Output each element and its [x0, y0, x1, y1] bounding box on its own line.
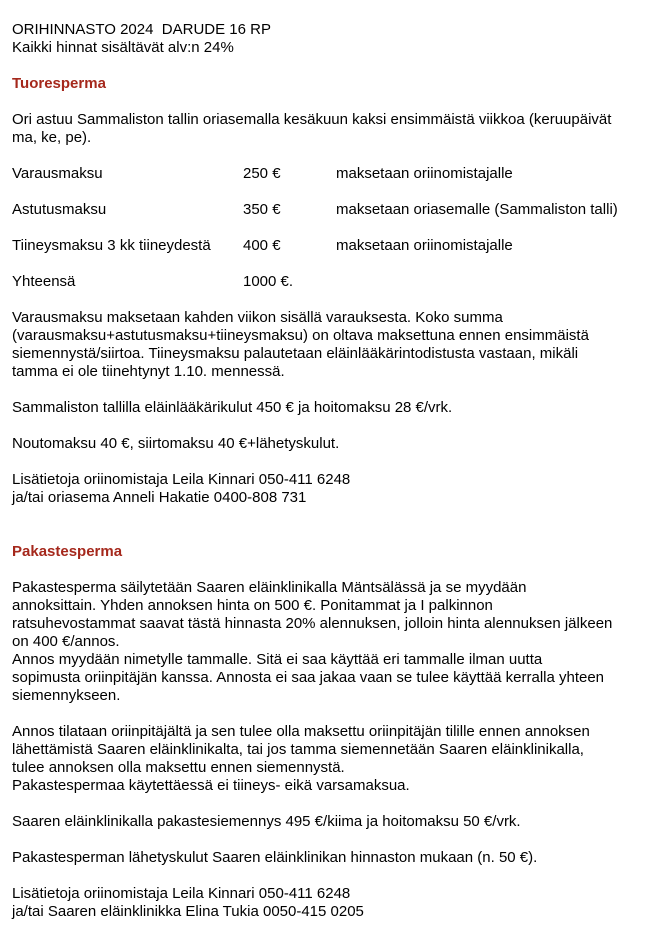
ordering-line: Annos tilataan oriinpitäjältä ja sen tulee olla maksettu oriinpitäjän tilille ennen annoksen	[12, 723, 590, 740]
contact-line: Lisätietoja oriinomistaja Leila Kinnari 050-411 6248	[12, 471, 351, 488]
fresh-vet-costs	[12, 399, 638, 417]
fresh-intro-line: Ori astuu Sammaliston tallin oriasemalla kesäkuun kaksi ensimmäistä viikkoa (keruupäivät	[12, 111, 612, 128]
fee-label: Tiineysmaksu 3 kk tiineydestä	[12, 237, 211, 254]
ordering-line: lähettämistä Saaren eläinklinikalta, tai jos tamma siemennetään Saaren eläinklinikalla,	[12, 741, 584, 758]
ordering-line: Pakastespermaa käytettäessä ei tiineys- eikä varsamaksua.	[12, 777, 410, 794]
fresh-pickup-fees	[12, 435, 638, 453]
description-line: Annos myydään nimetylle tammalle. Sitä ei saa käyttää eri tammalle ilman uutta	[12, 651, 543, 668]
shipping-text: Pakastesperman lähetyskulut Saaren eläinklinikan hinnaston mukaan (n. 50 €).	[12, 849, 538, 866]
frozen-description	[12, 579, 638, 705]
clinic-costs-text: Saaren eläinklinikalla pakastesiemennys 495 €/kiima ja hoitomaksu 50 €/vrk.	[12, 813, 521, 830]
fee-amount: 400 €	[243, 237, 281, 254]
fee-amount: 250 €	[243, 165, 281, 182]
fee-note: maksetaan oriinomistajalle	[336, 165, 513, 182]
contact-line: ja/tai oriasema Anneli Hakatie 0400-808 731	[12, 489, 307, 506]
fee-note: maksetaan oriinomistajalle	[336, 237, 513, 254]
description-line: siemennykseen.	[12, 687, 121, 704]
fresh-intro-line: ma, ke, pe).	[12, 129, 92, 146]
fee-row-total	[12, 273, 638, 291]
fee-amount: 350 €	[243, 201, 281, 218]
vet-costs-text: Sammaliston tallilla eläinlääkärikulut 450 € ja hoitomaksu 28 €/vrk.	[12, 399, 453, 416]
frozen-clinic-costs	[12, 813, 638, 831]
fresh-intro	[12, 111, 638, 147]
section-heading-frozen: Pakastesperma	[12, 543, 123, 560]
payment-terms-line: (varausmaksu+astutusmaksu+tiineysmaksu) on oltava maksettuna ennen ensimmäistä	[12, 327, 589, 344]
payment-terms-line: tamma ei ole tiinehtynyt 1.10. mennessä.	[12, 363, 285, 380]
pickup-fees-text: Noutomaksu 40 €, siirtomaksu 40 €+lähetyskulut.	[12, 435, 340, 452]
fee-label: Yhteensä	[12, 273, 76, 290]
fee-amount: 1000 €.	[243, 273, 294, 290]
fee-row-reservation	[12, 165, 638, 183]
section-heading-fresh: Tuoresperma	[12, 75, 106, 92]
fee-note: maksetaan oriasemalle (Sammaliston talli)	[336, 201, 618, 218]
document-header	[12, 21, 638, 57]
contact-line: Lisätietoja oriinomistaja Leila Kinnari 050-411 6248	[12, 885, 351, 902]
frozen-contact	[12, 885, 638, 921]
vat-note: Kaikki hinnat sisältävät alv:n 24%	[12, 39, 234, 56]
description-line: annoksittain. Yhden annoksen hinta on 500 €. Ponitammat ja I palkinnon	[12, 597, 493, 614]
fee-label: Astutusmaksu	[12, 201, 107, 218]
fresh-payment-terms	[12, 309, 638, 381]
fee-row-covering	[12, 201, 638, 219]
description-line: ratsuhevostammat saavat tästä hinnasta 20% alennuksen, jolloin hinta alennuksen jälkeen	[12, 615, 613, 632]
fee-row-pregnancy	[12, 237, 638, 255]
fee-table	[12, 165, 638, 291]
frozen-ordering	[12, 723, 638, 795]
description-line: on 400 €/annos.	[12, 633, 120, 650]
fee-label: Varausmaksu	[12, 165, 103, 182]
ordering-line: tulee annoksen olla maksettu ennen siemennystä.	[12, 759, 345, 776]
fresh-contact	[12, 471, 638, 507]
payment-terms-line: siemennystä/siirtoa. Tiineysmaksu palautetaan eläinlääkärintodistusta vastaan, mikäli	[12, 345, 579, 362]
contact-line: ja/tai Saaren eläinklinikka Elina Tukia 0050-415 0205	[12, 903, 364, 920]
document-title: ORIHINNASTO 2024 DARUDE 16 RP	[12, 21, 271, 38]
description-line: Pakastesperma säilytetään Saaren eläinklinikalla Mäntsälässä ja se myydään	[12, 579, 527, 596]
payment-terms-line: Varausmaksu maksetaan kahden viikon sisällä varauksesta. Koko summa	[12, 309, 503, 326]
frozen-shipping	[12, 849, 638, 867]
description-line: sopimusta oriinpitäjän kanssa. Annosta ei saa jakaa vaan se tulee käyttää kerralla yhteen	[12, 669, 605, 686]
